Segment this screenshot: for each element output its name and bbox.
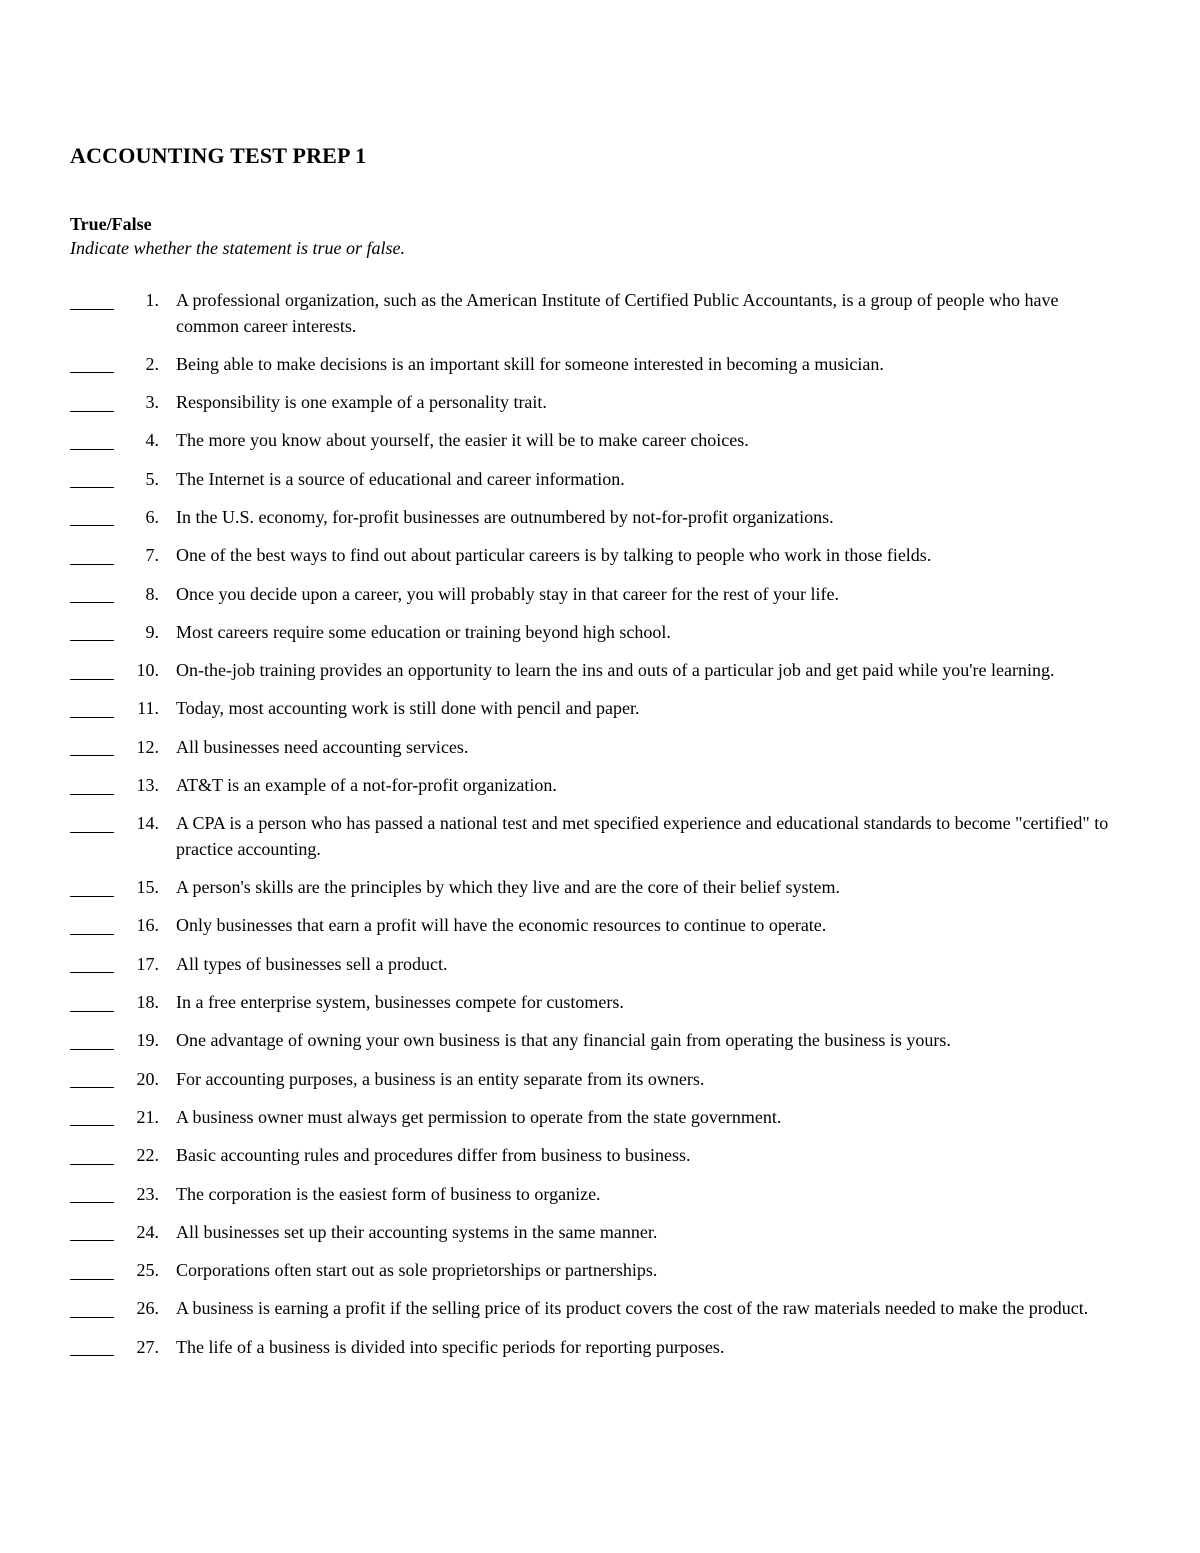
question-number: 8. xyxy=(145,583,159,604)
question-text: On-the-job training provides an opportunity to learn the ins and outs of a particular job and get paid while you're learning. xyxy=(176,660,1055,681)
question-number: 12. xyxy=(136,736,159,757)
question-number: 9. xyxy=(145,621,159,642)
question-item xyxy=(70,582,1120,608)
question-item xyxy=(70,1258,1120,1284)
answer-blank[interactable] xyxy=(70,1335,114,1361)
question-text: Most careers require some education or training beyond high school. xyxy=(176,621,671,642)
question-item xyxy=(70,773,1120,799)
question-number: 13. xyxy=(136,775,159,796)
document-title: ACCOUNTING TEST PREP 1 xyxy=(70,143,367,168)
question-number: 11. xyxy=(137,698,159,719)
question-number: 5. xyxy=(145,468,159,489)
answer-blank[interactable] xyxy=(70,288,114,314)
question-text: The more you know about yourself, the easier it will be to make career choices. xyxy=(176,430,749,451)
question-item xyxy=(70,505,1120,531)
question-number: 16. xyxy=(136,915,159,936)
question-text: Responsibility is one example of a personality trait. xyxy=(176,392,547,413)
question-text: Today, most accounting work is still done with pencil and paper. xyxy=(176,698,640,719)
answer-blank[interactable] xyxy=(70,875,114,901)
answer-blank[interactable] xyxy=(70,390,114,416)
question-text: A business owner must always get permission to operate from the state government. xyxy=(176,1106,782,1127)
question-item xyxy=(70,1105,1120,1131)
question-number: 1. xyxy=(145,290,159,310)
answer-blank[interactable] xyxy=(70,990,114,1016)
question-number: 2. xyxy=(145,353,159,374)
question-text: A person's skills are the principles by which they live and are the core of their belief system. xyxy=(176,877,841,898)
question-item xyxy=(70,467,1120,493)
question-text: All businesses need accounting services. xyxy=(176,736,469,757)
answer-blank[interactable] xyxy=(70,735,114,761)
question-item xyxy=(70,428,1120,454)
question-item xyxy=(70,1296,1120,1322)
question-number: 25. xyxy=(136,1260,159,1281)
question-item xyxy=(70,811,1120,862)
answer-blank[interactable] xyxy=(70,1258,114,1284)
question-item xyxy=(70,1182,1120,1208)
question-text: In the U.S. economy, for-profit businesses are outnumbered by not-for-profit organizations. xyxy=(176,506,834,527)
question-item xyxy=(70,875,1120,901)
question-item xyxy=(70,1220,1120,1246)
question-item xyxy=(70,696,1120,722)
question-number: 6. xyxy=(145,506,159,527)
answer-blank[interactable] xyxy=(70,1067,114,1093)
question-text: All types of businesses sell a product. xyxy=(176,953,448,974)
question-text: The corporation is the easiest form of business to organize. xyxy=(176,1183,601,1204)
section-heading: True/False xyxy=(70,214,152,234)
answer-blank[interactable] xyxy=(70,811,114,837)
question-text: AT&T is an example of a not-for-profit organization. xyxy=(176,775,557,796)
question-number: 27. xyxy=(136,1336,159,1357)
answer-blank[interactable] xyxy=(70,543,114,569)
question-number: 7. xyxy=(145,545,159,566)
answer-blank[interactable] xyxy=(70,913,114,939)
answer-blank[interactable] xyxy=(70,428,114,454)
question-number: 18. xyxy=(136,992,159,1013)
section-instructions: Indicate whether the statement is true or false. xyxy=(70,238,405,258)
question-item xyxy=(70,1335,1120,1361)
question-number: 10. xyxy=(136,660,159,681)
question-item xyxy=(70,990,1120,1016)
question-text: Corporations often start out as sole proprietorships or partnerships. xyxy=(176,1260,658,1281)
question-item xyxy=(70,658,1120,684)
answer-blank[interactable] xyxy=(70,582,114,608)
question-item xyxy=(70,1067,1120,1093)
answer-blank[interactable] xyxy=(70,696,114,722)
question-number: 26. xyxy=(136,1298,159,1319)
answer-blank[interactable] xyxy=(70,1028,114,1054)
answer-blank[interactable] xyxy=(70,1105,114,1131)
answer-blank[interactable] xyxy=(70,467,114,493)
answer-blank[interactable] xyxy=(70,1143,114,1169)
question-number: 23. xyxy=(136,1183,159,1204)
answer-blank[interactable] xyxy=(70,952,114,978)
question-number: 15. xyxy=(136,877,159,898)
answer-blank[interactable] xyxy=(70,658,114,684)
question-number: 21. xyxy=(136,1106,159,1127)
answer-blank[interactable] xyxy=(70,773,114,799)
question-text: Once you decide upon a career, you will probably stay in that career for the rest of your life. xyxy=(176,583,840,604)
question-number: 19. xyxy=(136,1030,159,1051)
question-item xyxy=(70,352,1120,378)
answer-blank[interactable] xyxy=(70,1182,114,1208)
question-item xyxy=(70,390,1120,416)
question-item xyxy=(70,735,1120,761)
question-text: All businesses set up their accounting systems in the same manner. xyxy=(176,1221,658,1242)
question-text: Basic accounting rules and procedures differ from business to business. xyxy=(176,1145,691,1166)
answer-blank[interactable] xyxy=(70,620,114,646)
question-item xyxy=(70,543,1120,569)
question-text: Only businesses that earn a profit will have the economic resources to continue to operate. xyxy=(176,915,827,936)
question-number: 20. xyxy=(136,1068,159,1089)
question-number: 24. xyxy=(136,1221,159,1242)
answer-blank[interactable] xyxy=(70,352,114,378)
question-text: For accounting purposes, a business is an entity separate from its owners. xyxy=(176,1068,705,1089)
question-number: 4. xyxy=(145,430,159,451)
question-text: Being able to make decisions is an important skill for someone interested in becoming a musician. xyxy=(176,353,884,374)
answer-blank[interactable] xyxy=(70,505,114,531)
question-text: In a free enterprise system, businesses compete for customers. xyxy=(176,992,624,1013)
question-number: 14. xyxy=(136,813,159,834)
question-text: The life of a business is divided into specific periods for reporting purposes. xyxy=(176,1336,725,1357)
answer-blank[interactable] xyxy=(70,1296,114,1322)
question-item xyxy=(70,952,1120,978)
question-number: 22. xyxy=(136,1145,159,1166)
question-text: A professional organization, such as the American Institute of Certified Public Accountants, is a group of people who have common career interests. xyxy=(176,290,1059,336)
question-item xyxy=(70,288,1120,339)
question-number: 17. xyxy=(136,953,159,974)
question-item xyxy=(70,913,1120,939)
question-item xyxy=(70,620,1120,646)
question-list xyxy=(70,288,1120,1373)
question-item xyxy=(70,1143,1120,1169)
answer-blank[interactable] xyxy=(70,1220,114,1246)
question-text: A CPA is a person who has passed a national test and met specified experience and educational standards to become "certified" to practice accounting. xyxy=(176,813,1109,859)
question-text: The Internet is a source of educational and career information. xyxy=(176,468,625,489)
question-text: A business is earning a profit if the selling price of its product covers the cost of the raw materials needed to make the product. xyxy=(176,1298,1089,1319)
question-text: One of the best ways to find out about particular careers is by talking to people who work in those fields. xyxy=(176,545,932,566)
question-item xyxy=(70,1028,1120,1054)
question-number: 3. xyxy=(145,392,159,413)
question-text: One advantage of owning your own business is that any financial gain from operating the business is yours. xyxy=(176,1030,951,1051)
